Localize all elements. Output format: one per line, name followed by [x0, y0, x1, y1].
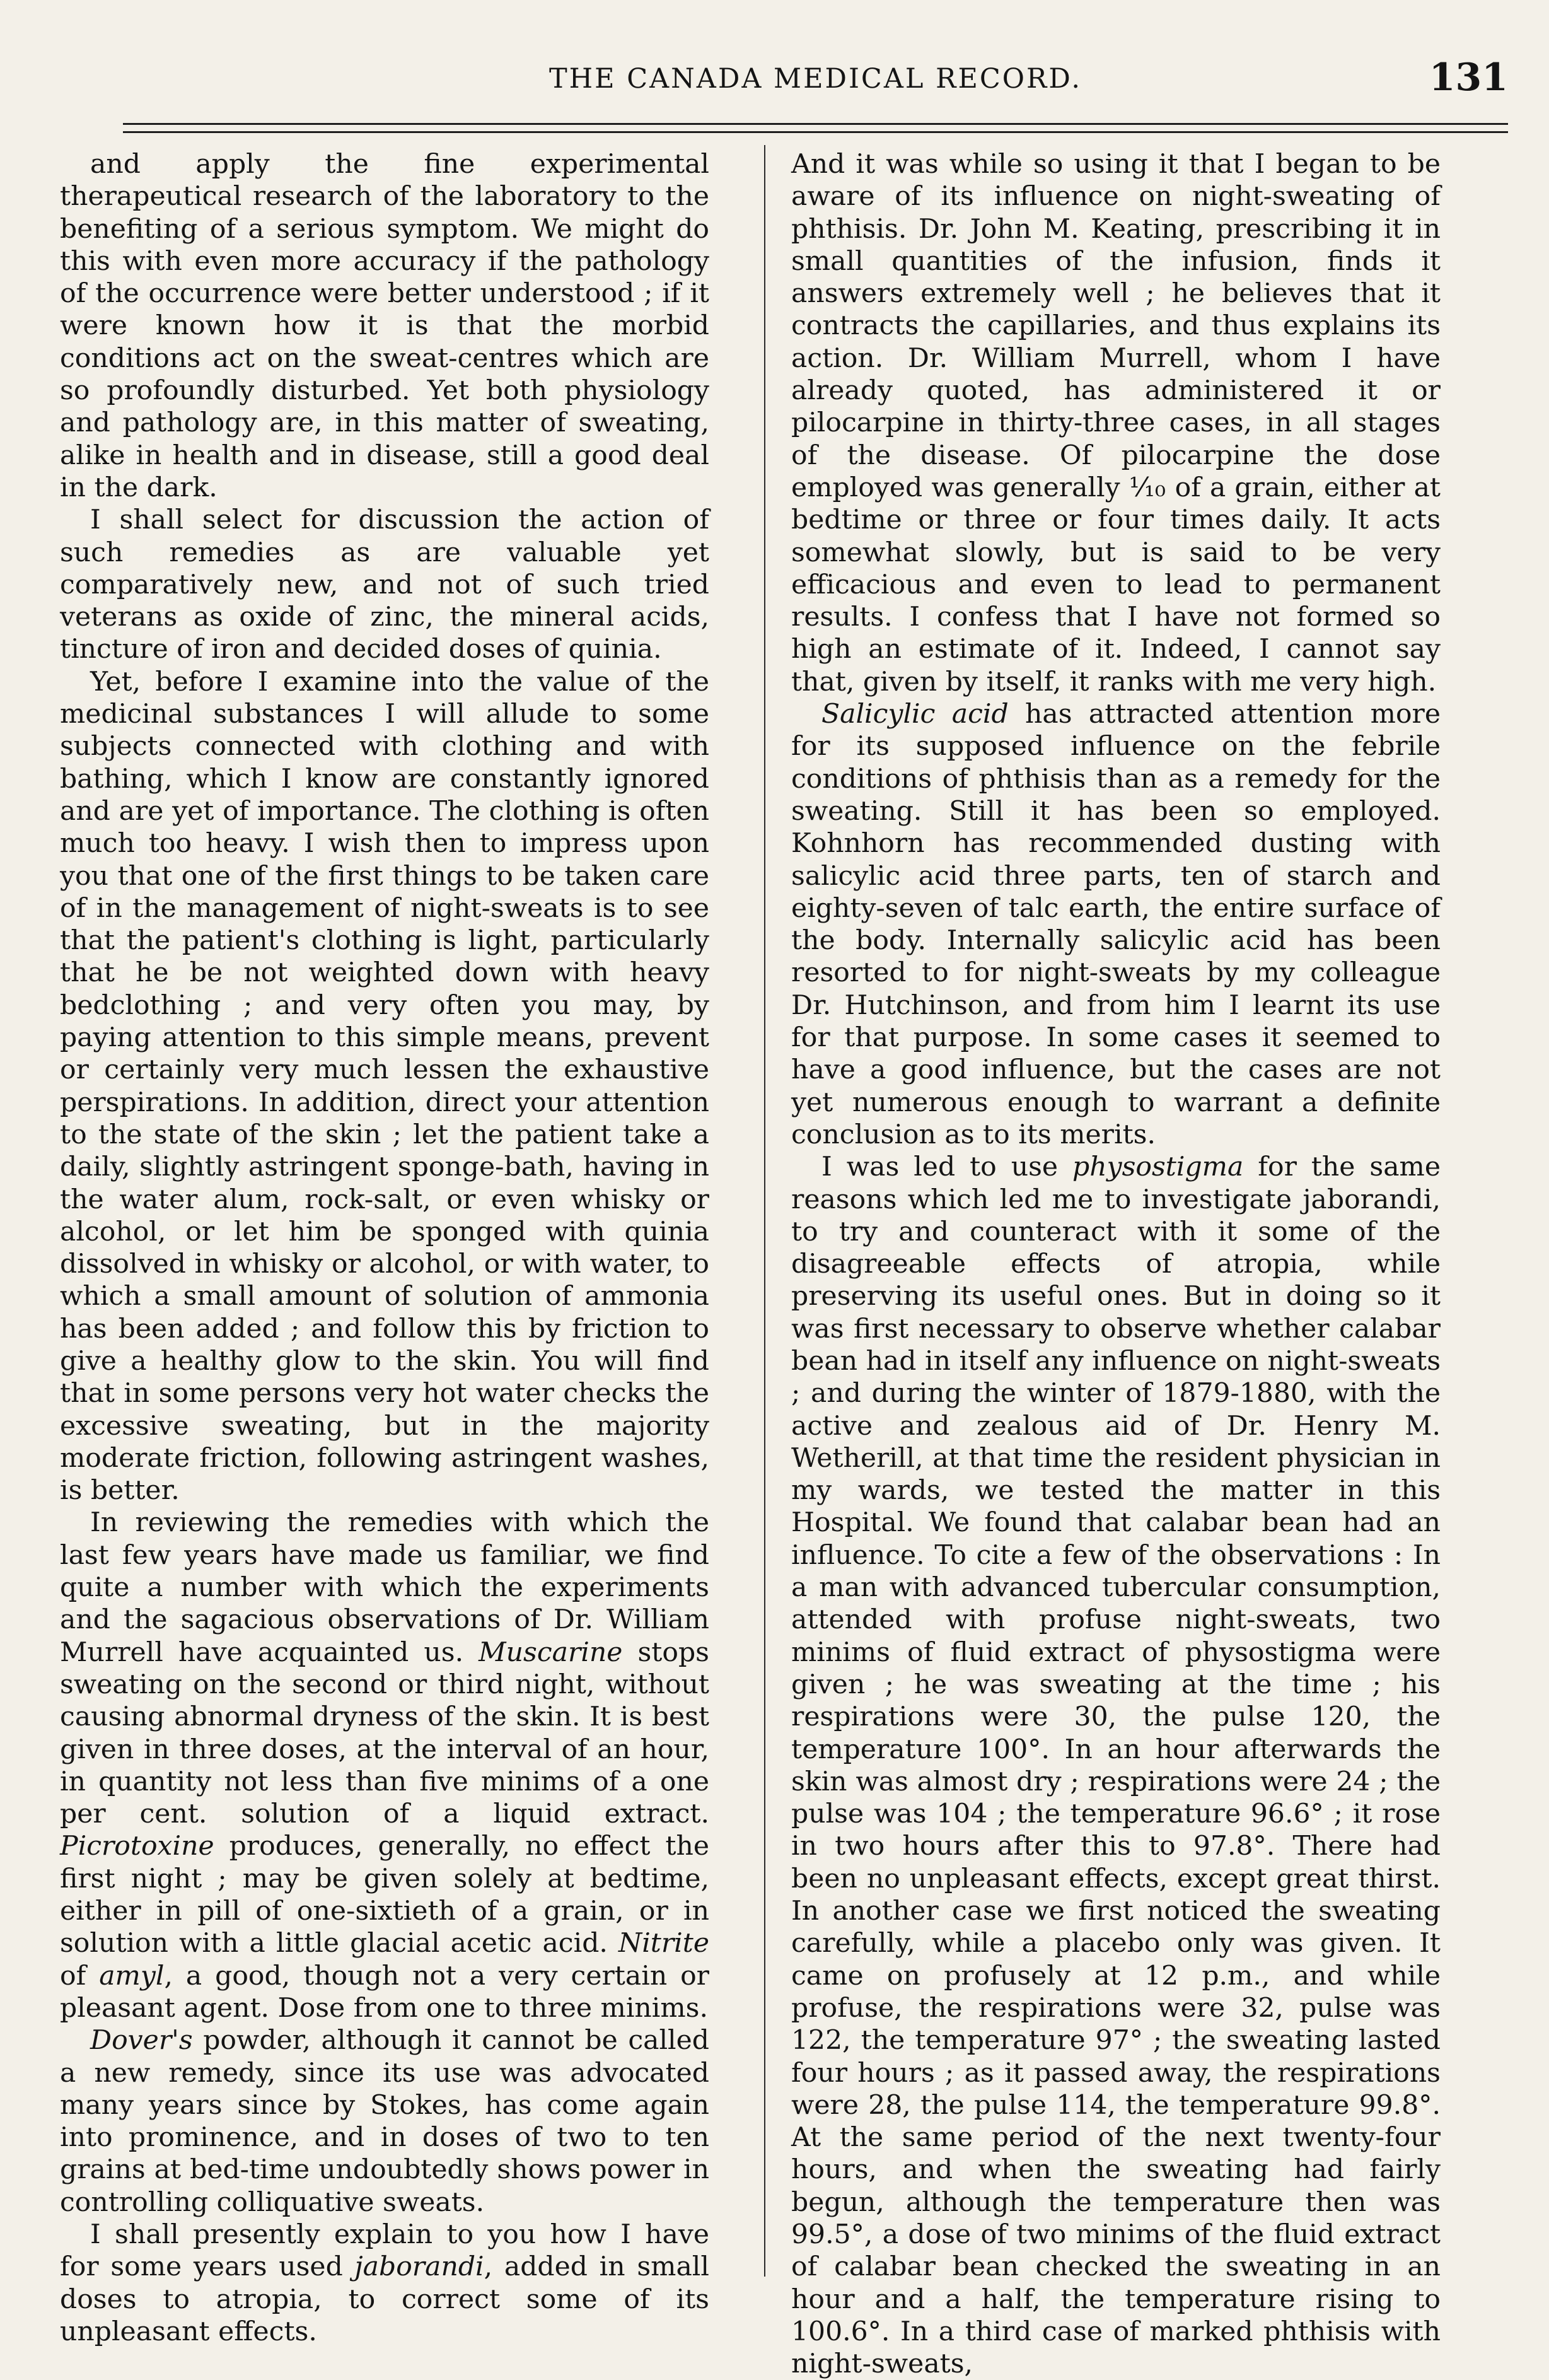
text-run: produces, generally, no effect the first night ; may be given solely at bedtime, either in pill of one-sixtieth of a grain, or in solution with a little glacial acetic acid.	[60, 1831, 709, 1959]
text-run: stops sweating on the second or third night, without causing abnormal dryness of the skin. It is best given in three doses, at the interval of an hour, in quantity not less than five minims of a one per cent. solution of a liquid extract.	[60, 1636, 709, 1830]
left-column	[60, 148, 709, 2348]
header-rule-top	[123, 123, 1508, 125]
italic-term: amyl	[99, 1960, 165, 1992]
text-run: for the same reasons which led me to investigate jaborandi, to try and counteract with it some of the disagreeable effects of atropia, while preserving its useful ones. But in doing so it was first necessary to observe whether calabar bean had in itself any influence on night-sweats ; and during the winter of 1879-1880, with the active and zealous aid of Dr. Henry M. Wetherill, at that time the resident physician in my wards, we tested the matter in this Hospital. We found that calabar bean had an influence. To cite a few of the observations : In a man with advanced tubercular consumption, attended with profuse night-sweats, two minims of fluid extract of physostigma were given ; he was sweating at the time ; his respirations were 30, the pulse 120, the temperature 100°. In an hour afterwards the skin was almost dry ; respirations were 24 ; the pulse was 104 ; the temperature 96.6° ; it rose in two hours after this to 97.8°. There had been no unpleasant effects, except great thirst. In another case we first noticed the sweating carefully, while a placebo only was given. It came on profusely at 12 p.m., and while profuse, the respirations were 32, pulse was 122, the temperature 97° ; the sweating lasted four hours ; as it passed away, the respirations were 28, the pulse 114, the temperature 99.8°. At the same period of the next twenty-four hours, and when the sweating had fairly begun, although the temperature then was 99.5°, a dose of two minims of the fluid extract of calabar bean checked the sweating in an hour and a half, the temperature rising to 100.6°. In a third case of marked phthisis with night-sweats,	[791, 1152, 1441, 2380]
paragraph	[60, 2219, 709, 2348]
text-run: , a good, though not a very certain or pleasant agent. Dose from one to three minims.	[60, 1960, 709, 2024]
page-header	[123, 55, 1508, 112]
text-run: And it was while so using it that I began to be aware of its influence on night-sweating of phthisis. Dr. John M. Keating, prescribing it in small quantities of the infusion, finds it answers extremely well ; he believes that it contracts the capillaries, and thus explains its action. Dr. William Murrell, whom I have already quoted, has administered it or pilocarpine in thirty-three cases, in all stages of the disease. Of pilocarpine the dose employed was generally ⅒ of a grain, either at bedtime or three or four times daily. It acts somewhat slowly, but is said to be very efficacious and even to lead to permanent results. I confess that I have not formed so high an estimate of it. Indeed, I cannot say that, given by itself, it ranks with me very high.	[791, 149, 1441, 697]
italic-term: Nitrite	[618, 1928, 709, 1959]
header-rule-bottom	[123, 131, 1508, 133]
right-column	[791, 148, 1441, 2380]
paragraph	[60, 666, 709, 1507]
column-divider	[764, 145, 765, 2277]
paragraph	[60, 2024, 709, 2219]
italic-term: Picrotoxine	[60, 1831, 214, 1862]
page-number: 131	[1429, 55, 1508, 100]
text-run: and apply the fine experimental therapeutical research of the laboratory to the benefiting of a serious symptom. We might do this with even more accuracy if the pathology of the occurrence were better understood ; if it were known how it is that the morbid conditions act on the sweat-centres which are so profoundly disturbed. Yet both physiology and pathology are, in this matter of sweating, alike in health and in disease, still a good deal in the dark.	[60, 149, 709, 503]
italic-term: Dover's	[90, 2025, 193, 2056]
paragraph	[791, 1151, 1441, 2380]
italic-term: Salicylic acid	[821, 699, 1009, 730]
text-run: I shall select for discussion the action of such remedies as are valuable yet comparatively new, and not of such tried veterans as oxide of zinc, the mineral acids, tincture of iron and decided doses of quinia.	[60, 505, 709, 665]
text-run: powder, although it cannot be called a new remedy, since its use was advocated many years since by Stokes, has come again into prominence, and in doses of two to ten grains at bed-time undoubtedly shows power in controlling colliquative sweats.	[60, 2025, 709, 2218]
running-title: THE CANADA MEDICAL RECORD.	[548, 63, 1082, 95]
text-run: Yet, before I examine into the value of the medicinal substances I will allude to some subjects connected with clothing and with bathing, which I know are constantly ignored and are yet of importance. The clothing is often much too heavy. I wish then to impress upon you that one of the first things to be taken care of in the management of night-sweats is to see that the patient's clothing is light, particularly that he be not weighted down with heavy bedclothing ; and very often you may, by paying attention to this simple means, prevent or certainly very much lessen the exhaustive perspirations. In addition, direct your attention to the state of the skin ; let the patient take a daily, slightly astringent sponge-bath, having in the water alum, rock-salt, or even whisky or alcohol, or let him be sponged with quinia dissolved in whisky or alcohol, or with water, to which a small amount of solution of ammonia has been added ; and follow this by friction to give a healthy glow to the skin. You will find that in some persons very hot water checks the excessive sweating, but in the majority moderate friction, following astringent washes, is better.	[60, 666, 709, 1507]
text-run: In reviewing the remedies with which the last few years have made us familiar, we find quite a number with which the experiments and the sagacious observations of Dr. William Murrell have acquainted us.	[60, 1507, 709, 1668]
paragraph	[791, 698, 1441, 1151]
italic-term: Muscarine	[479, 1636, 623, 1668]
paragraph	[60, 1507, 709, 2024]
italic-term: jaborandi	[354, 2251, 484, 2283]
text-run: has attracted attention more for its supposed influence on the febrile conditions of phthisis than as a remedy for the sweating. Still it has been so employed. Kohnhorn has recommended dusting with salicylic acid three parts, ten of starch and eighty-seven of talc earth, the entire surface of the body. Internally salicylic acid has been resorted to for night-sweats by my colleague Dr. Hutchinson, and from him I learnt its use for that purpose. In some cases it seemed to have a good influence, but the cases are not yet numerous enough to warrant a definite conclusion as to its merits.	[791, 699, 1441, 1150]
italic-term: physostigma	[1072, 1152, 1244, 1183]
text-run: I shall presently explain to you how I have for some years used	[60, 2219, 709, 2283]
text-run: I was led to use	[821, 1152, 1072, 1183]
paragraph	[791, 148, 1441, 698]
text-run: , added in small doses to atropia, to correct some of its unpleasant effects.	[60, 2251, 709, 2347]
text-run: of	[60, 1960, 100, 1992]
paragraph	[60, 504, 709, 665]
paragraph	[60, 148, 709, 504]
